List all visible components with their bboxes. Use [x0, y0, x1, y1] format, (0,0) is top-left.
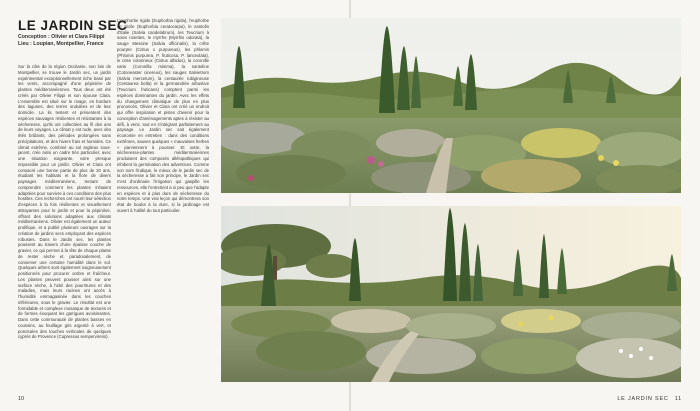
- page-number-left: 10: [18, 396, 25, 402]
- running-footer-right: [611, 396, 682, 402]
- garden-photo-top: [221, 18, 681, 193]
- place-label: Lieu :: [18, 41, 32, 48]
- credits-block: [18, 34, 105, 48]
- design-value: Olivier et Clara Filippi: [51, 34, 105, 40]
- garden-photo-bottom-image: [221, 206, 681, 382]
- page-number-right: 11: [674, 396, 682, 402]
- running-head: LE JARDIN SEC: [617, 396, 669, 402]
- design-label: Conception :: [18, 34, 50, 40]
- text-column-1: Sur la côte de la région Occitanie, non loin de Montpellier, se trouve le Jardin sec, un jardin expérimental exceptionnellement riche basé par les vents, accompagné d'une pépinière de plantes méditerranéennes. Tous deux ont été créés par Olivier Filippi et son épouse Clara. L'ensemble est situé sur le rivage, en bordure des lagunes, des terres ondulées et de leur domicile. La ils testent et présentent des espèces sauvages résilientes et résistantes à la sécheresse, qu'ils ont collectées au fil des ans de leurs voyages. Le climat y est rude, avec des étés brûlants, des périodes prolongées sans précipitations, et des hivers frais et humides. Ce climat extrême, combiné au sol argileux sous-jacent, crée ainsi un cadre très particulier, avec une situation exigeante, voire presque impossible pour un jardin. Olivier et Clara ont consacré une bonne partie de plus de 20 ans, étudiant les habitats et la flore de divers paysages méditerranéens, tentant de comprendre comment les plantes s'étaient adaptées pour survivre à ces conditions des plus hostiles. Ces recherches ont nourri leur sélection d'espèces à la fois résilientes et visuellement attrayantes pour le jardin et pour la pépinière, offrant des solutions adaptées aux climats méditerranéens. Olivier est également un auteur prolifique, et a publié plusieurs ouvrages sur la création de jardins secs employant des espèces robustes. Dans le Jardin sec, les plantes poussent au travers d'une épaisse couche de gravier, ce qui permet à la tête de chaque plante de rester sèche et, paradoxalement, de conserver une certaine humidité dans le sol. Quelques arbres sont également soigneusement positionnés pour procurer ombre et fraîcheur. Les plantes peuvent pousser ainsi sur une surface sèche, à l'abri des pourritures et des maladies, mais leurs racines ont accès à l'humidité emmagasinée dans les couches inférieures, sous le gravier. Le résultat est une formidable et complexe mosaïque de textures et de formes évoquant les garrigues avoisinantes. Dans cette communauté de plantes basses en coussins, au feuillage gris argenté à vert, et ponctuées des touches verticales de quelques cyprès de Provence (Cupressus sempervirens).: [18, 64, 111, 340]
- garden-photo-top-image: [221, 18, 681, 193]
- text-column-2: L'euphorbe rigide (Euphorbia rigida), l'euphorbe de Sicile (Euphorbia ceratocarpa), le santolin d'Italie (Salvia candelabrum), les Teucrium à soies rosettes, le myrrhe (Myrrhis odorata), la sauge Messine (Salvia officinalis), la crête pourpre (Cistus x purpureus), les phlomis (Phlomis purpurea, P. fruticosa, P. lanceolata), le ciste cotonneux (Cistus albidus), la coronille varie (Coronilla minima), la santoline (Cotoneaster cinereus), les sauges Salvietrum (Salvia mercetum), la centaurée rubigineuse (Centaurea bella) et la germandrée arbustive (Teucrium fruticans) comptent parmi les espèces dominantes du jardin. Avec les effets du changement climatique de plus en plus prononcés, Olivier et Clara ont créé un endroit qui offre inspiration et pistes d'avenir pour la conception d'aménagements aptes à résister au défi, à venir, tout en s'intégrant parfaitement au paysage. Le Jardin sec sait également économie en entretien : dans des conditions extrêmes, sauves quelques « mauvaises herbes » parviennent à pousser. Et outre, la sécheresse-plantes méditerranéennes produisent des composés allélopathiques qui inhibent la germination des adventices. Comme son nom l'indique, le mieux de le jardin sec de la sécheresse a fait son principe, le Jardin sec n'est d'ordinaire l'irrigation qui gaspille les ressources, elle l'entretient a si peu que l'adapte en espèces et à plus dure de sécheresse du notre temps. Une vrai leçon qui démontrera son état de boulot à la dure, si la jardinage est ouvert à l'utilité du tout particulier.: [117, 18, 209, 213]
- place-value: Loupian, Montpellier, France: [33, 41, 104, 48]
- design-credit: [18, 34, 105, 41]
- page-title: LE JARDIN SEC: [18, 18, 128, 33]
- garden-photo-bottom: [221, 206, 681, 382]
- place-credit: [18, 41, 105, 48]
